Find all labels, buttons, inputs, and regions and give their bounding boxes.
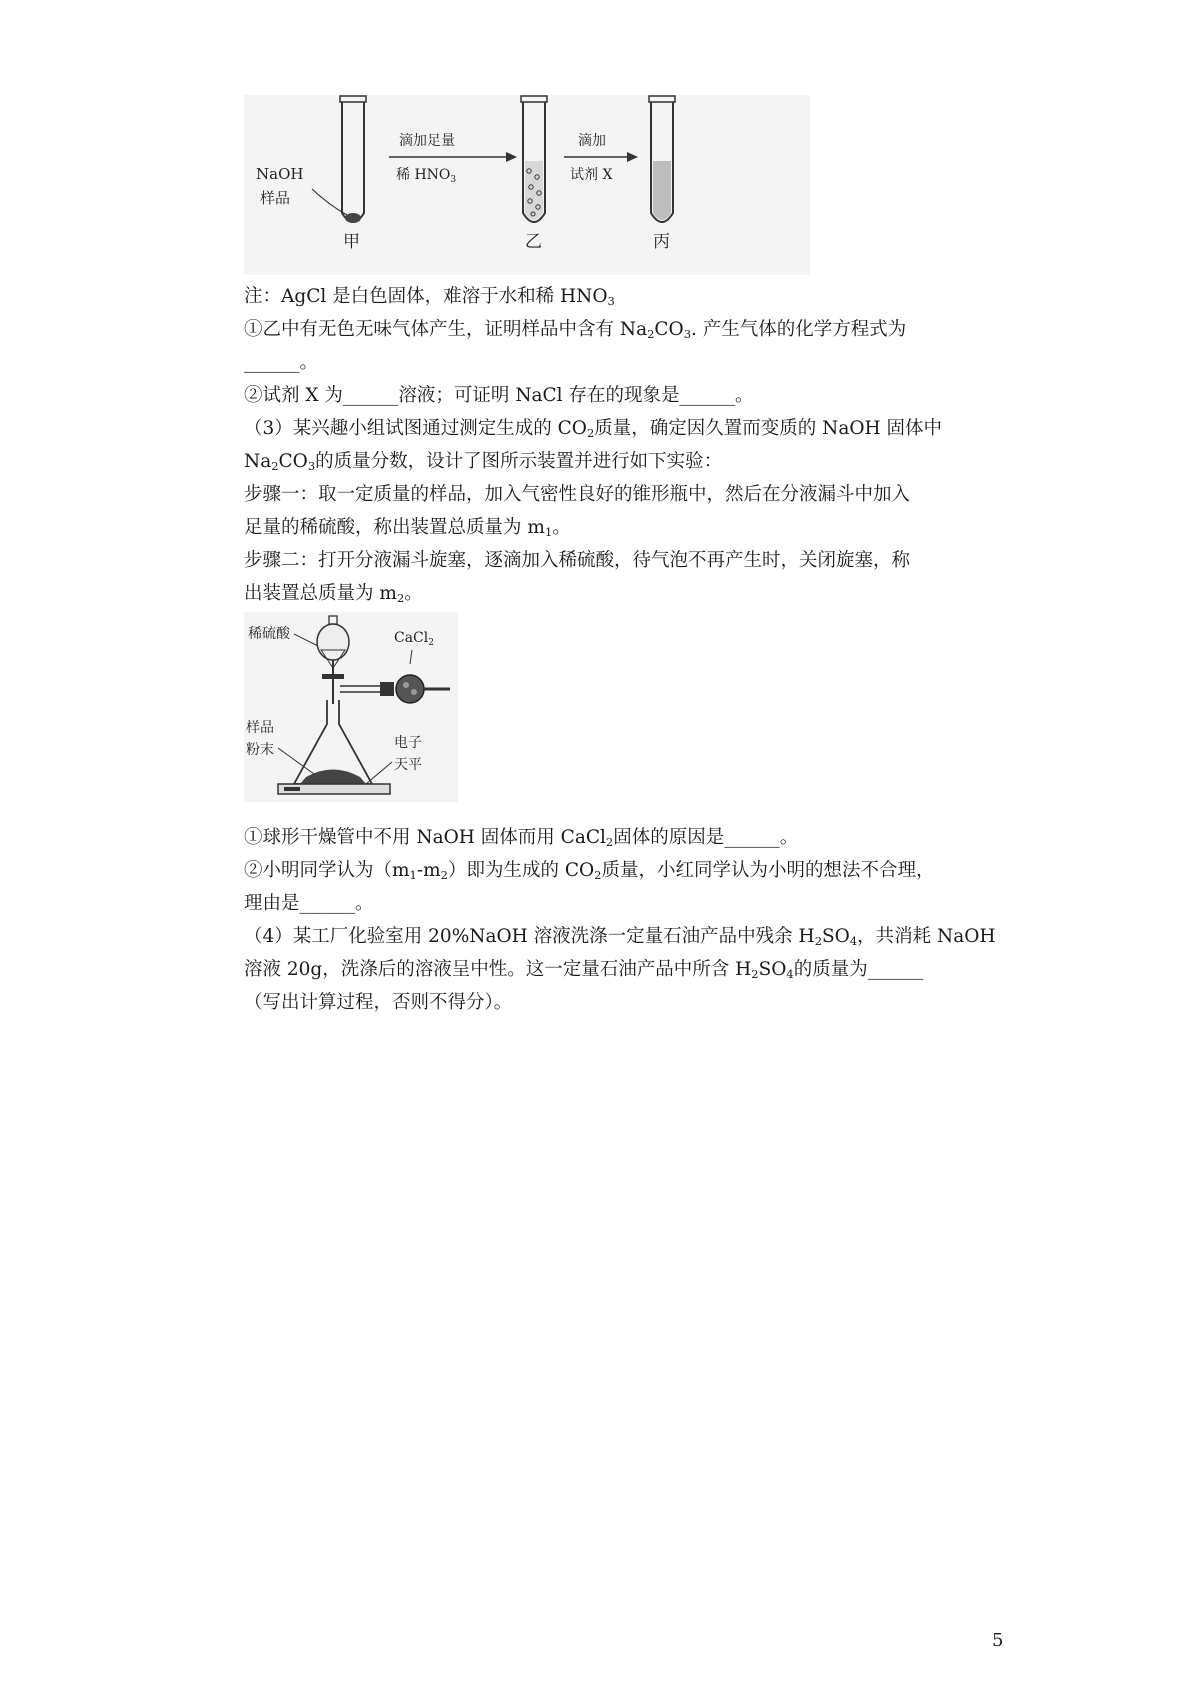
question-1-line-1: ①乙中有无色无味气体产生，证明样品中含有 $Na_2CO_3$. 产生气体的化学方程式为 — [244, 319, 907, 341]
arrow-2-label-2: 试剂 X — [570, 167, 613, 183]
tube-bing-icon — [649, 96, 675, 222]
conical-flask-icon — [294, 700, 372, 784]
tube-jia-icon — [340, 96, 366, 223]
part-4-line-2: 溶液 20g，洗涤后的溶液呈中性。这一定量石油产品中所含 $H_2SO_4$的质量为______ — [244, 959, 924, 981]
dryer-pointer-line — [410, 650, 412, 664]
question-1-line-2: ______。 — [244, 352, 319, 373]
arrow-2-head-icon — [627, 152, 638, 162]
tube-label-yi: 乙 — [525, 232, 542, 252]
apparatus-diagram — [244, 612, 458, 802]
balance-label-1: 电子 — [394, 735, 422, 751]
drying-tube-icon — [340, 675, 450, 703]
tube-yi-icon — [521, 96, 547, 222]
question-2-line: ②试剂 X 为______溶液；可证明 NaCl 存在的现象是______。 — [244, 385, 754, 406]
electronic-balance-icon — [278, 784, 390, 794]
discussion-2-line-1: ②小明同学认为$(m_1-m_2)$即为生成的 $CO_2$质量，小红同学认为小明的想法不合理， — [244, 860, 935, 882]
part-4-line-3: （写出计算过程，否则不得分）。 — [244, 992, 513, 1013]
part-4-line-1: （4）某工厂化验室用 20%NaOH 溶液洗涤一定量石油产品中残余 $H_2SO_4$，共消耗 NaOH — [244, 926, 996, 948]
step-2-line-2: 出装置总质量为 $m_2$。 — [244, 583, 423, 605]
page-number: 5 — [992, 1630, 1004, 1651]
step-1-line-2: 足量的稀硫酸，称出装置总质量为 $m_1$。 — [244, 517, 571, 539]
tube-label-bing: 丙 — [653, 232, 670, 252]
note-line: 注：AgCl 是白色固体，难溶于水和稀 $HNO_3$ — [244, 286, 615, 308]
sample-label-1: NaOH — [256, 165, 304, 183]
test-tube-figure — [244, 95, 810, 275]
dryer-label: CaCl$_2$ — [394, 630, 434, 648]
sample-label-2: 粉末 — [246, 742, 274, 758]
tube-label-jia: 甲 — [343, 232, 360, 252]
arrow-1-label-2: 稀 $HNO_3$ — [396, 167, 457, 185]
sample-pointer-line — [278, 748, 314, 774]
step-1-line-1: 步骤一：取一定质量的样品，加入气密性良好的锥形瓶中，然后在分液漏斗中加入 — [244, 484, 911, 505]
part-3-line-2: $Na_2CO_3$的质量分数，设计了图所示装置并进行如下实验： — [244, 451, 723, 473]
arrow-2-label-1: 滴加 — [578, 133, 606, 149]
acid-label: 稀硫酸 — [248, 626, 290, 642]
test-tube-diagram — [244, 95, 810, 275]
apparatus-figure — [244, 612, 458, 802]
sample-label-1: 样品 — [246, 720, 274, 736]
balance-label-2: 天平 — [394, 757, 422, 773]
discussion-1-line: ①球形干燥管中不用 NaOH 固体而用 CaCl$_2$固体的原因是______。 — [244, 827, 799, 849]
sample-label-2: 样品 — [260, 189, 291, 207]
discussion-2-line-2: 理由是______。 — [244, 893, 374, 914]
separatory-funnel-icon — [317, 616, 349, 704]
arrow-1-head-icon — [506, 152, 517, 162]
balance-pointer-line — [366, 762, 392, 784]
step-2-line-1: 步骤二：打开分液漏斗旋塞，逐滴加入稀硫酸，待气泡不再产生时，关闭旋塞，称 — [244, 550, 911, 571]
part-3-line-1: （3）某兴趣小组试图通过测定生成的 $CO_2$质量，确定因久置而变质的 NaOH 固体中 — [244, 418, 943, 440]
arrow-1-label-1: 滴加足量 — [399, 133, 455, 149]
